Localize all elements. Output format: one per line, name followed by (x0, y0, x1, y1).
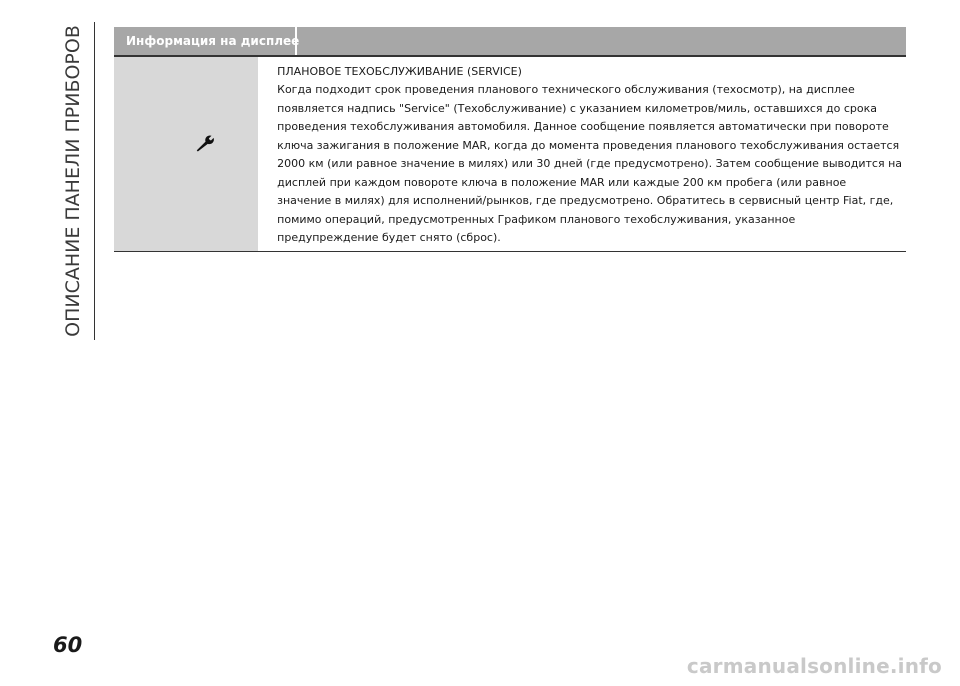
page-number: 60 (53, 633, 83, 657)
description-line: проведения техобслуживания автомобиля. Данное сообщение появляется автоматически при повороте (277, 120, 889, 133)
section-title-container (59, 22, 87, 340)
display-info-table (114, 27, 906, 252)
table-cell-icon (114, 57, 260, 251)
table-row (114, 57, 906, 252)
description-line: появляется надпись "Service" (Техобслуживание) с указанием километров/миль, оставшихся до срока (277, 101, 877, 115)
service-title: ПЛАНОВОЕ ТЕХОБСЛУЖИВАНИЕ (SERVICE) (277, 65, 522, 78)
wrench-icon (194, 132, 216, 154)
section-title: ОПИСАНИЕ ПАНЕЛИ ПРИБОРОВ (62, 25, 84, 337)
watermark: carmanualsonline.info (686, 654, 942, 678)
table-cell-description (260, 57, 906, 251)
description-line: Когда подходит срок проведения планового технического обслуживания (техосмотр), на дисплее (277, 83, 855, 96)
service-description (277, 81, 902, 248)
description-line: дисплей при каждом повороте ключа в положение MAR или каждые 200 км пробега (или равное (277, 175, 847, 189)
description-line: значение в милях) для исполнений/рынков, где предусмотрено. Обратитесь в сервисный центр Fiat, где, (277, 194, 894, 207)
table-header-description (297, 27, 906, 55)
section-divider (94, 22, 95, 340)
description-line: помимо операций, предусмотренных Графиком планового техобслуживания, указанное (277, 212, 796, 226)
table-header-display-info: Информация на дисплее (114, 27, 297, 55)
description-line: ключа зажигания в положение MAR, когда до момента проведения планового техобслуживания остается (277, 138, 900, 152)
table-header (114, 27, 906, 57)
description-line: предупреждение будет снято (сброс). (277, 231, 501, 244)
description-line: 2000 км (или равное значение в милях) или 30 дней (где предусмотрено). Затем сообщение выводится на (277, 157, 902, 170)
